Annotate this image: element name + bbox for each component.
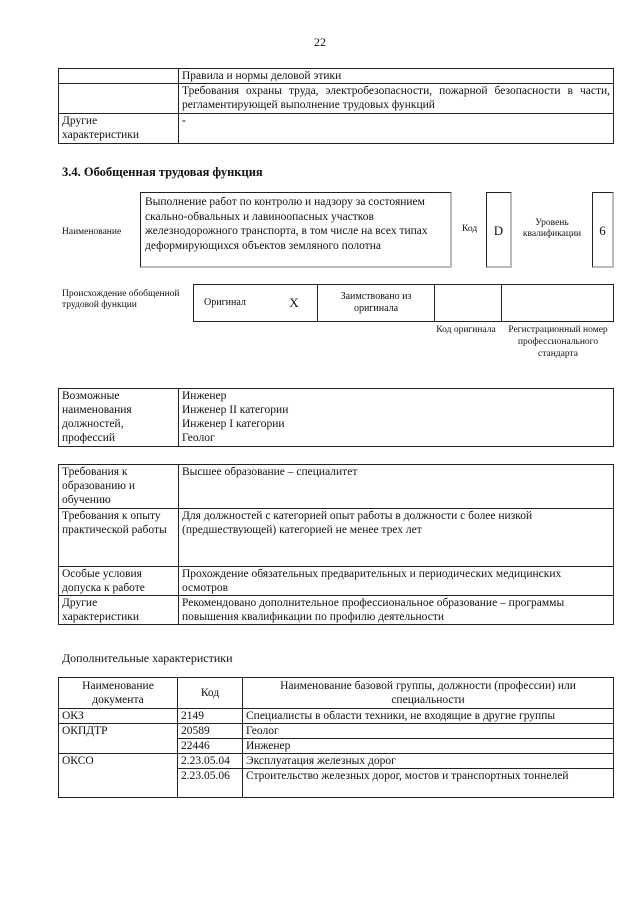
- cell-doc: [59, 769, 178, 798]
- cell-doc: ОКПДТР: [59, 724, 178, 739]
- cell-name: Инженер: [243, 739, 614, 754]
- requirement-label: Особые условия допуска к работе: [59, 567, 179, 596]
- table-row: [59, 769, 614, 798]
- positions-list: [179, 389, 614, 447]
- requirement-value: Рекомендовано дополнительное профессиональное образование – программы повышения квалификации по профилю деятельности: [179, 596, 614, 625]
- top-table: [58, 68, 614, 144]
- requirement-label: Требования к опыту практической работы: [59, 509, 179, 567]
- table-row: [59, 567, 614, 596]
- cell-code: 2.23.05.06: [178, 769, 243, 798]
- level-label: Уровень квалификации: [522, 218, 582, 239]
- code-label: Код: [462, 224, 478, 234]
- position-item: Инженер: [182, 390, 227, 402]
- table-row: [59, 596, 614, 625]
- origin-label: Происхождение обобщенной трудовой функции: [62, 289, 180, 310]
- cell-doc: [59, 739, 178, 754]
- table-row: [59, 724, 614, 739]
- cell-name: Эксплуатация железных дорог: [243, 754, 614, 769]
- header-code: Код: [178, 678, 243, 709]
- requirement-value: Для должностей с категорией опыт работы в должности с более низкой (предшествующей) категорией не менее трех лет: [179, 509, 614, 567]
- table-row: [59, 465, 614, 509]
- row-label: [59, 69, 179, 84]
- borrowed-label: Заимствовано из оригинала: [318, 285, 435, 322]
- extra-table: [58, 677, 614, 798]
- position-item: Инженер I категории: [182, 418, 285, 430]
- table-row: [59, 509, 614, 567]
- row-label: [59, 84, 179, 114]
- table-row: [59, 84, 614, 114]
- cell-name: Строительство железных дорог, мостов и транспортных тоннелей: [243, 769, 614, 798]
- row-value: -: [179, 114, 614, 144]
- requirement-label: Требования к образованию и обучению: [59, 465, 179, 509]
- cell-code: 2149: [178, 709, 243, 724]
- position-item: Инженер II категории: [182, 404, 289, 416]
- code-original-cell: [435, 285, 502, 322]
- original-label: Оригинал: [194, 285, 272, 322]
- position-item: Геолог: [182, 432, 215, 444]
- table-header-row: [59, 678, 614, 709]
- cell-code: 22446: [178, 739, 243, 754]
- row-value: Требования охраны труда, электробезопасности, пожарной безопасности в части, регламентирующей выполнение трудовых функций: [179, 84, 614, 114]
- cell-name: Геолог: [243, 724, 614, 739]
- extra-title: Дополнительные характеристики: [62, 651, 233, 665]
- positions-label: Возможные наименования должностей, профессий: [59, 389, 179, 447]
- cell-doc: ОКСО: [59, 754, 178, 769]
- code-value-box: D: [486, 192, 512, 268]
- section-title: 3.4. Обобщенная трудовая функция: [62, 165, 263, 179]
- reg-number-cell: [502, 285, 614, 322]
- requirements-table: [58, 464, 614, 625]
- original-mark: X: [271, 285, 318, 322]
- table-row: [59, 114, 614, 144]
- positions-table: [58, 388, 614, 447]
- cell-code: 2.23.05.04: [178, 754, 243, 769]
- cell-code: 20589: [178, 724, 243, 739]
- origin-table: [193, 284, 614, 322]
- table-row: [59, 739, 614, 754]
- row-label: Другие характеристики: [59, 114, 179, 144]
- table-row: [59, 754, 614, 769]
- level-value-box: 6: [592, 192, 614, 268]
- requirement-value: Прохождение обязательных предварительных и периодических медицинских осмотров: [179, 567, 614, 596]
- name-label: Наименование: [62, 227, 122, 237]
- cell-doc: ОКЗ: [59, 709, 178, 724]
- table-row: [59, 709, 614, 724]
- header-doc: Наименование документа: [59, 678, 178, 709]
- cell-name: Специалисты в области техники, не входящие в другие группы: [243, 709, 614, 724]
- header-name: Наименование базовой группы, должности (профессии) или специальности: [243, 678, 614, 709]
- code-original-label: Код оригинала: [436, 325, 496, 335]
- requirement-label: Другие характеристики: [59, 596, 179, 625]
- page-number: 22: [314, 35, 326, 49]
- table-row: [59, 69, 614, 84]
- requirement-value: Высшее образование – специалитет: [179, 465, 614, 509]
- reg-number-label: Регистрационный номер профессионального стандарта: [508, 325, 608, 359]
- function-name-box: Выполнение работ по контролю и надзору за состоянием скально-обвальных и лавиноопасных участков железнодорожного транспорта, в том числе на всех типах деформирующихся объектов земляного полотна: [140, 192, 452, 268]
- row-value: Правила и нормы деловой этики: [179, 69, 614, 84]
